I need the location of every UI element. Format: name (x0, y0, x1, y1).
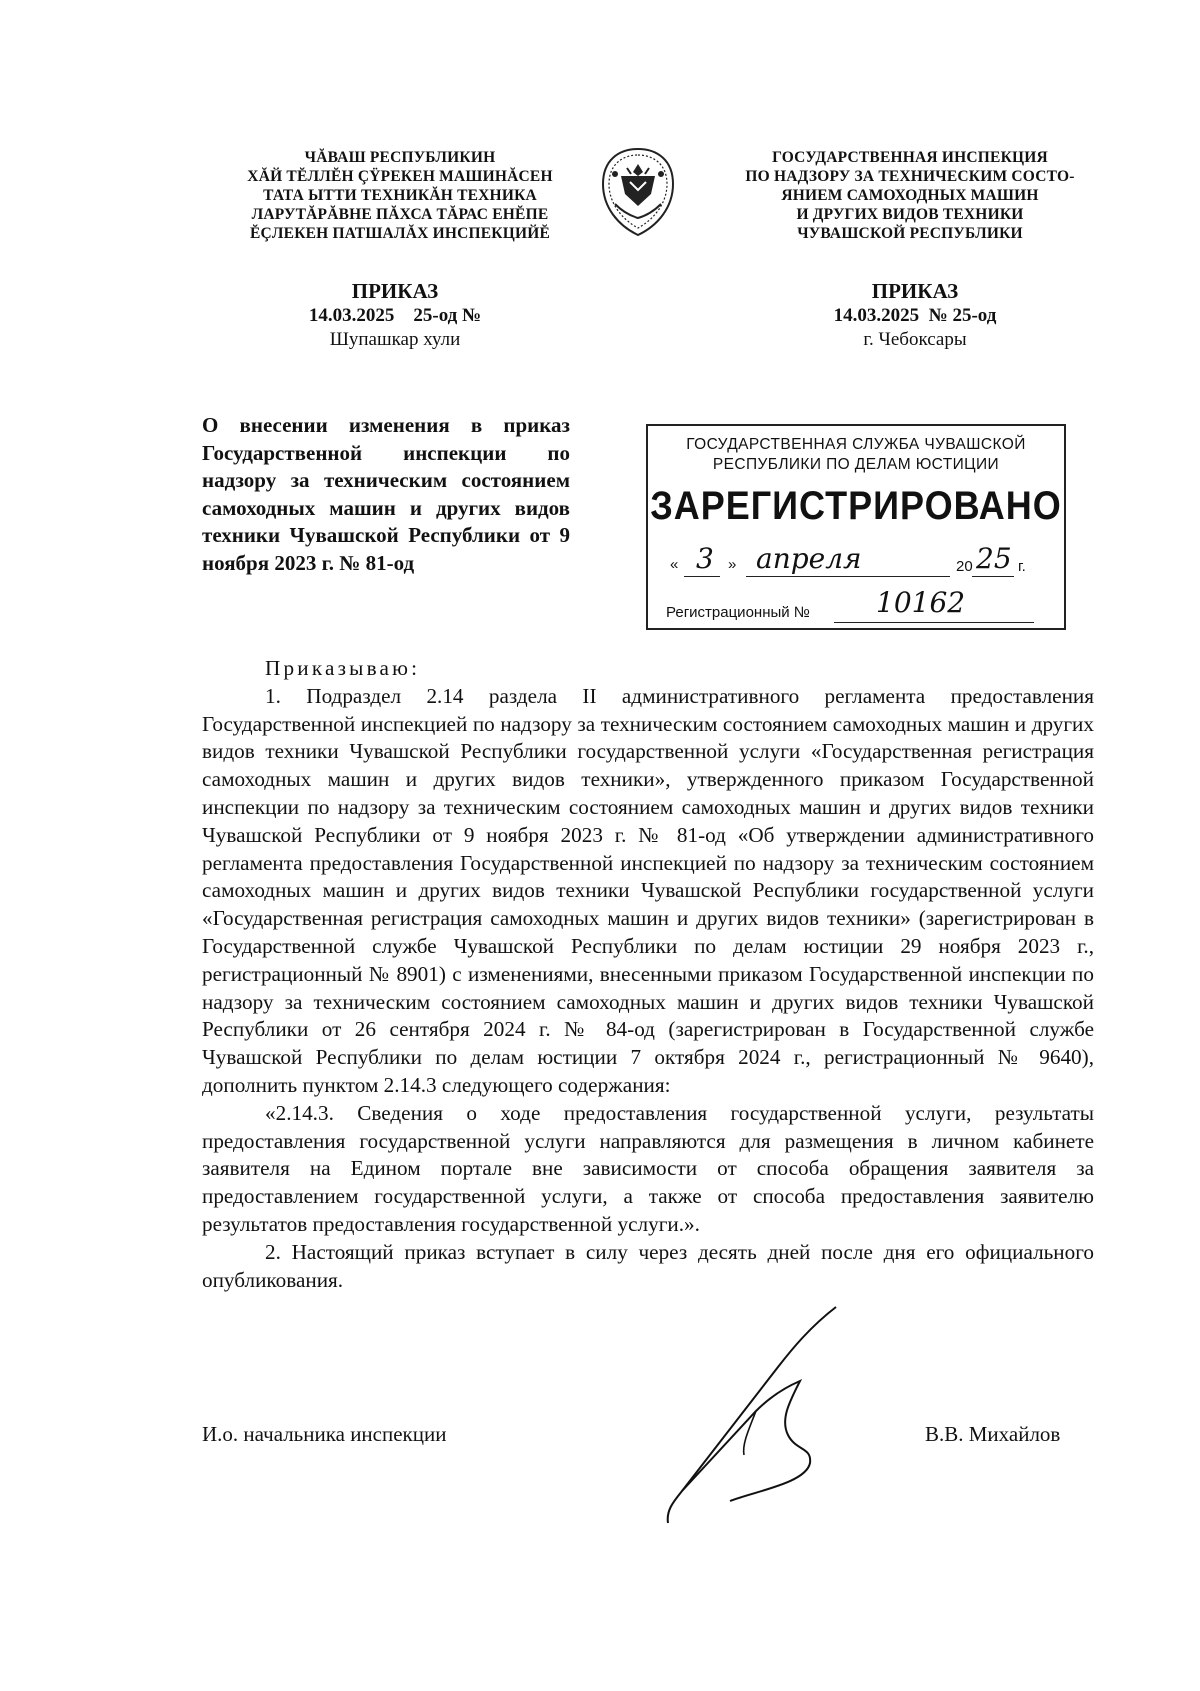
header-line: ПО НАДЗОРУ ЗА ТЕХНИЧЕСКИМ СОСТО- (745, 168, 1075, 185)
stamp-registered-label: ЗАРЕГИСТРИРОВАНО (650, 482, 1062, 528)
stamp-day-underline (684, 576, 720, 577)
header-line: И ДРУГИХ ВИДОВ ТЕХНИКИ (796, 206, 1024, 223)
stamp-year-prefix: 20 (956, 558, 973, 575)
stamp-month-underline (746, 576, 950, 577)
header-line: ЛАРУТĂРĂВНЕ ПĂХСА ТĂРАС ЕНĔПЕ (251, 206, 549, 223)
order-block-chuvash (245, 279, 545, 352)
order-date-number: 14.03.2025 № 25-од (833, 305, 997, 326)
chuvash-emblem-icon (597, 146, 679, 238)
signatory-name: В.В. Михайлов (925, 1422, 1061, 1446)
stamp-number-line (666, 586, 1046, 624)
stamp-organization (648, 435, 1064, 475)
signatory-role: И.о. начальника инспекции (202, 1422, 447, 1446)
stamp-day: 3 (696, 542, 714, 575)
order-date-number: 14.03.2025 25-од № (308, 305, 482, 326)
stamp-year-underline (972, 576, 1014, 577)
body-paragraph: 1. Подраздел 2.14 раздела II административного регламента предоставления Государственной инспекцией по надзору за техническим состоянием самоходных машин и других видов техники Чувашской Республики государственной услуги «Государственная регистрация самоходных машин и других видов техники», утвержденного приказом Государственной инспекции по надзору за техническим состоянием самоходных машин и других видов техники Чувашской Республики от 9 ноября 2023 г. № 81-од «Об утверждении административного регламента предоставления Государственной инспекцией по надзору за техническим состоянием самоходных машин и других видов техники Чувашской Республики государственной услуги «Государственная регистрация самоходных машин и других видов техники» (зарегистрирован в Государственной службе Чувашской Республики по делам юстиции 29 ноября 2023 г., регистрационный № 8901) с изменениями, внесенными приказом Государственной инспекции по надзору за техническим состоянием самоходных машин и других видов техники Чувашской Республики от 26 сентября 2024 г. № 84-од (зарегистрирован в Государственной службе Чувашской Республики по делам юстиции 7 октября 2024 г., регистрационный № 9640), дополнить пунктом 2.14.3 следующего содержания: (202, 683, 1094, 1097)
order-block-russian (765, 279, 1065, 352)
header-chuvash (200, 148, 600, 243)
order-city: Шупашкар хули (329, 329, 461, 350)
header-line: ХĂЙ ТĔЛЛĔН ÇŸРЕКЕН МАШИНĂСЕН (247, 168, 553, 185)
stamp-date-line (666, 542, 1046, 582)
document-subject: О внесении изменения в приказ Государственной инспекции по надзору за техническим состоянием самоходных машин и других видов техники Чувашской Республики от 9 ноября 2023 г. № 81-од (202, 413, 570, 575)
header-line: ТАТА ЫТТИ ТЕХНИКĂН ТЕХНИКА (263, 187, 537, 204)
stamp-org-line: ГОСУДАРСТВЕННАЯ СЛУЖБА ЧУВАШСКОЙ (686, 436, 1026, 453)
stamp-number-underline (834, 622, 1034, 623)
header-line: ЧУВАШСКОЙ РЕСПУБЛИКИ (797, 225, 1023, 242)
handwritten-signature (660, 1305, 890, 1535)
body-paragraph: 2. Настоящий приказ вступает в силу через десять дней после дня его официального опубликования. (202, 1239, 1094, 1292)
stamp-number-label: Регистрационный № (666, 604, 810, 621)
order-title: ПРИКАЗ (351, 279, 439, 303)
header-russian (700, 148, 1120, 243)
header-line: ĔÇЛЕКЕН ПАТШАЛĂХ ИНСПЕКЦИЙĔ (249, 225, 551, 242)
order-city: г. Чебоксары (863, 329, 967, 350)
header-line: ЧĂВАШ РЕСПУБЛИКИН (304, 149, 496, 166)
stamp-org-line: РЕСПУБЛИКИ ПО ДЕЛАМ ЮСТИЦИИ (712, 456, 1000, 473)
body-paragraph: «2.14.3. Сведения о ходе предоставления государственной услуги, результаты предоставления государственной услуги направляются для размещения в личном кабинете заявителя на Едином портале вне зависимости от способа обращения заявителя за предоставлением государственной услуги, а также от способа предоставления заявителю результатов предоставления государственной услуги.». (202, 1100, 1094, 1236)
stamp-quote-open: « (670, 556, 679, 573)
order-title: ПРИКАЗ (871, 279, 959, 303)
header-line: ЯНИЕМ САМОХОДНЫХ МАШИН (781, 187, 1039, 204)
stamp-year-unit: г. (1018, 558, 1026, 575)
stamp-number: 10162 (876, 586, 966, 619)
order-directive: Приказываю: (265, 656, 421, 680)
header-line: ГОСУДАРСТВЕННАЯ ИНСПЕКЦИЯ (772, 149, 1048, 166)
document-body (202, 655, 1094, 1294)
stamp-quote-close: » (728, 556, 737, 573)
stamp-year-suffix: 25 (976, 542, 1012, 575)
registration-stamp (646, 424, 1066, 630)
stamp-month: апреля (756, 542, 862, 575)
